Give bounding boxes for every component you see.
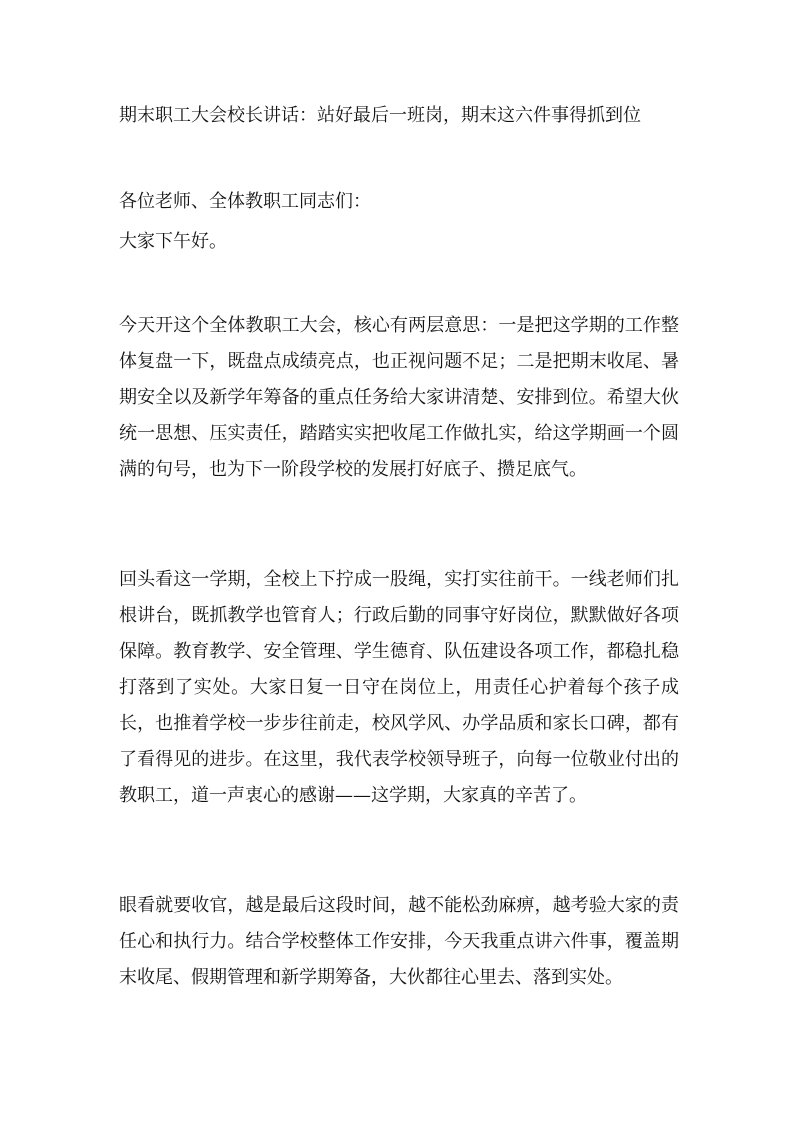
paragraph-tasks-intro: 眼看就要收官，越是最后这段时间，越不能松劲麻痹，越考验大家的责任心和执行力。结合学校整体工作安排，今天我重点讲六件事，覆盖期末收尾、假期管理和新学期筹备，大伙都往心里去、落到实处。 [119, 895, 679, 988]
salutation: 各位老师、全体教职工同志们： [119, 191, 371, 212]
paragraph-opening: 今天开这个全体教职工大会，核心有两层意思：一是把这学期的工作整体复盘一下，既盘点成绩亮点，也正视问题不足；二是把期末收尾、暑期安全以及新学年筹备的重点任务给大家讲清楚、安排到位。希望大伙统一思想、压实责任，踏踏实实把收尾工作做扎实，给这学期画一个圆满的句号，也为下一阶段学校的发展打好底子、攒足底气。 [119, 315, 679, 480]
document-title: 期末职工大会校长讲话：站好最后一班岗，期末这六件事得抓到位 [119, 105, 641, 126]
greeting: 大家下午好。 [119, 231, 227, 252]
paragraph-review: 回头看这一学期，全校上下拧成一股绳，实打实往前干。一线老师们扎根讲台，既抓教学也管育人；行政后勤的同事守好岗位，默默做好各项保障。教育教学、安全管理、学生德育、队伍建设各项工作，都稳扎稳打落到了实处。大家日复一日守在岗位上，用责任心护着每个孩子成长，也推着学校一步步往前走，校风学风、办学品质和家长口碑，都有了看得见的进步。在这里，我代表学校领导班子，向每一位敬业付出的教职工，道一声衷心的感谢——这学期，大家真的辛苦了。 [119, 569, 679, 806]
